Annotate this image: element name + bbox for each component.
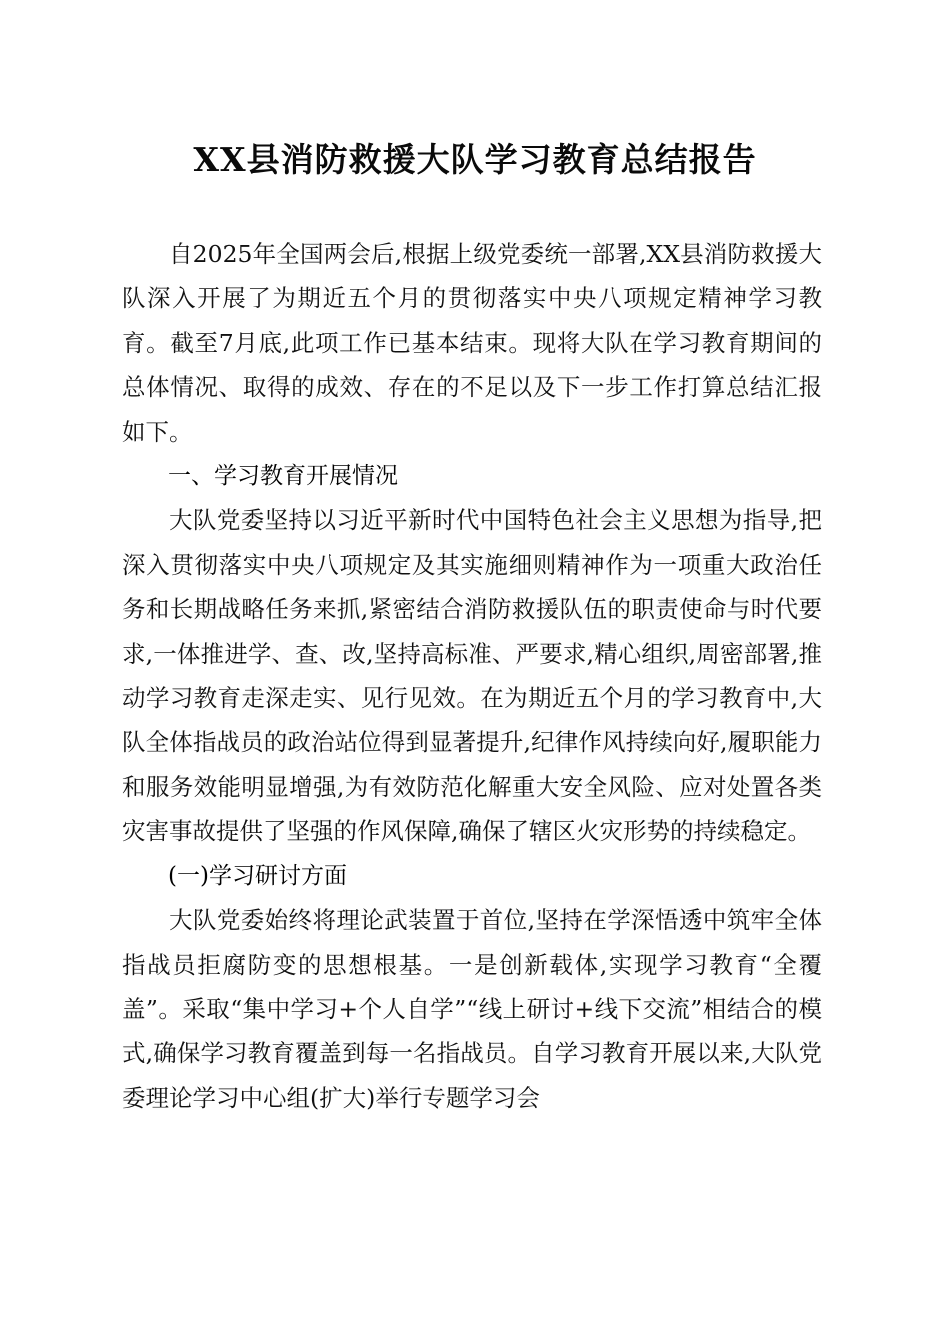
document-body — [122, 232, 822, 1120]
intro-paragraph: 自2025年全国两会后,根据上级党委统一部署,XX县消防救援大队深入开展了为期近五个月的贯彻落实中央八项规定精神学习教育。截至7月底,此项工作已基本结束。现将大队在学习教育期间的总体情况、取得的成效、存在的不足以及下一步工作打算总结汇报如下。 — [122, 240, 822, 446]
subsection-heading-1: (一)学习研讨方面 — [168, 862, 347, 889]
subsection-1-paragraph: 大队党委始终将理论武装置于首位,坚持在学深悟透中筑牢全体指战员拒腐防变的思想根基。一是创新载体,实现学习教育“全覆盖”。采取“集中学习+个人自学”“线上研讨+线下交流”相结合的模式,确保学习教育覆盖到每一名指战员。自学习教育开展以来,大队党委理论学习中心组(扩大)举行专题学习会 — [122, 906, 822, 1112]
section-heading-1: 一、学习教育开展情况 — [168, 463, 398, 490]
document-title: XX县消防救援大队学习教育总结报告 — [193, 140, 757, 179]
section-1-paragraph: 大队党委坚持以习近平新时代中国特色社会主义思想为指导,把深入贯彻落实中央八项规定及其实施细则精神作为一项重大政治任务和长期战略任务来抓,紧密结合消防救援队伍的职责使命与时代要求,一体推进学、查、改,坚持高标准、严要求,精心组织,周密部署,推动学习教育走深走实、见行见效。在为期近五个月的学习教育中,大队全体指战员的政治站位得到显著提升,纪律作风持续向好,履职能力和服务效能明显增强,为有效防范化解重大安全风险、应对处置各类灾害事故提供了坚强的作风保障,确保了辖区火灾形势的持续稳定。 — [122, 506, 822, 846]
